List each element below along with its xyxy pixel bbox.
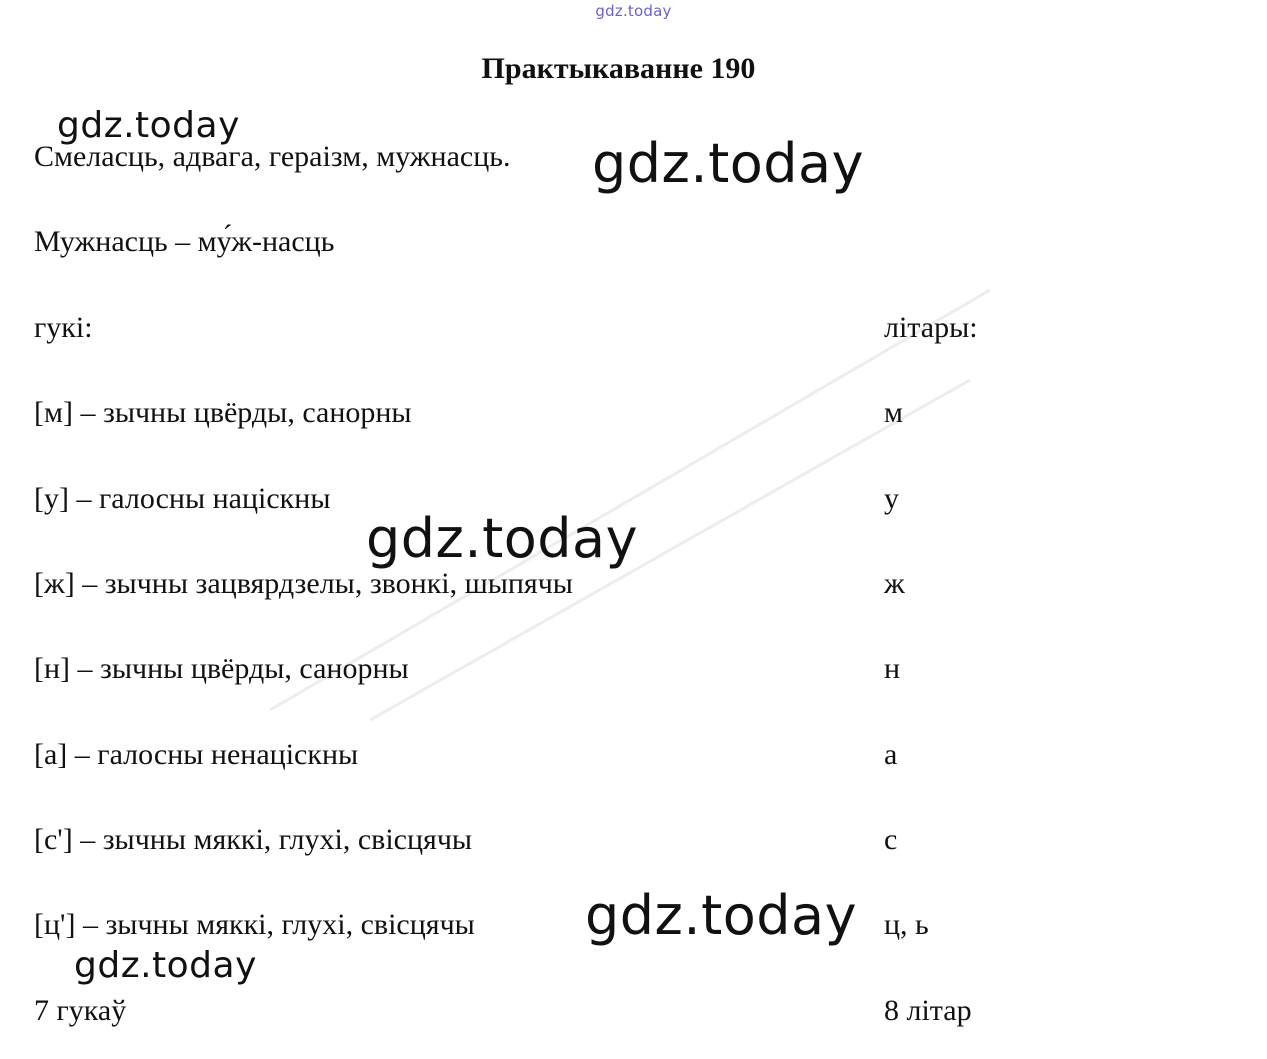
watermark-text: gdz.today (74, 945, 257, 986)
letter-row: у (884, 482, 899, 515)
sound-row: [с'] – зычны мяккі, глухі, свісцячы (34, 823, 473, 856)
watermark-text: gdz.today (592, 132, 865, 195)
sound-row: [ц'] – зычны мяккі, глухі, свісцячы (34, 908, 475, 941)
synonyms-line: Смеласць, адвага, гераізм, мужнасць. (34, 140, 511, 173)
letter-row: а (884, 738, 898, 771)
sound-row: [н] – зычны цвёрды, санорны (34, 652, 409, 685)
letters-header: літары: (884, 311, 978, 344)
top-watermark: gdz.today (595, 2, 672, 20)
watermark-text: gdz.today (585, 884, 858, 947)
letter-total: 8 літар (884, 994, 972, 1027)
syllables-line: Мужнасць – му́ж-насць (34, 225, 335, 258)
page-title: Практыкаванне 190 (481, 52, 756, 85)
sound-row: [у] – галосны націскны (34, 482, 331, 515)
letter-row: м (884, 396, 903, 429)
letter-row: ж (884, 567, 905, 600)
watermark-text: gdz.today (57, 105, 240, 146)
sound-row: [м] – зычны цвёрды, санорны (34, 396, 412, 429)
letter-row: н (884, 652, 901, 685)
sound-row: [а] – галосны ненаціскны (34, 738, 359, 771)
sounds-header: гукі: (34, 311, 93, 344)
sound-row: [ж] – зычны зацвярдзелы, звонкі, шыпячы (34, 567, 573, 600)
letter-row: с (884, 823, 898, 856)
letter-row: ц, ь (884, 908, 929, 941)
watermark-text: gdz.today (366, 507, 639, 570)
sound-total: 7 гукаў (34, 994, 127, 1027)
